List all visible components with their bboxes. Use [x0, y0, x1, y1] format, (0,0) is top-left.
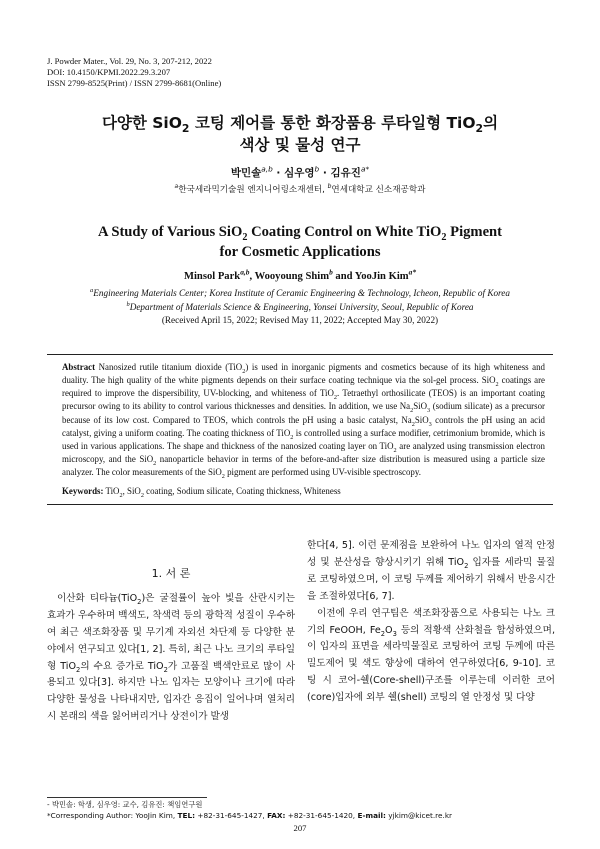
korean-authors: 박민솔$^{a,b}$ · 심우영$^b$ · 김유진$^{a*}$	[230, 164, 370, 179]
english-title-line1: A Study of Various SiO$_2$ Coating Control on White TiO$_2$ Pigment	[97, 224, 503, 243]
footnotes	[47, 800, 452, 821]
journal-header	[47, 56, 221, 89]
korean-title	[0, 112, 600, 156]
footnote-divider	[47, 797, 207, 798]
journal-doi: DOI: 10.4150/KPMI.2022.29.3.207	[47, 67, 171, 77]
received-dates: (Received April 15, 2022; Revised May 11, 2022; Accepted May 30, 2022)	[161, 315, 439, 325]
journal-issn: ISSN 2799-8525(Print) / ISSN 2799-8681(Online)	[47, 78, 222, 88]
english-title-line2: for Cosmetic Applications	[219, 244, 381, 260]
email-link[interactable]: yjkim@kicet.re.kr	[385, 810, 453, 820]
page-number: 207	[293, 823, 307, 833]
keywords: Keywords: TiO$_2$, SiO$_2$ coating, Sodium silicate, Coating thickness, Whiteness	[62, 486, 341, 500]
korean-title-line2: 색상 및 물성 연구	[239, 136, 361, 154]
korean-title-line1: 다양한 SiO$_2$ 코팅 제어를 통한 화장품용 루타일형 TiO$_2$의	[101, 114, 499, 136]
section-heading-introduction: 1. 서 론	[151, 567, 191, 580]
intro-paragraph-1: 이산화 티타늄(TiO$_2$)은 굴절률이 높아 빛을 산란시키는 효과가 우수하며 백색도, 착색력 등의 광학적 성질이 우수하여 최근 색조화장품 및 무기계 자외선 차단제 등 다양한 분야에서 연구되고 있다[1, 2]. 특히, 최근 나노 크기의 루타일형 TiO$_2$의 수요 증가로 TiO$_2$가 고품질 백색안료로 많이 사용되고 있다[3]. 하지만 나노 입자는 모양이나 크기에 따라 다양한 물성을 나타내지만, 입자간 응집이 일어나며 열처리시 본래의 색을 잃어버리거나 상전이가 발생	[47, 592, 295, 723]
affiliation-b: $^b$Department of Materials Science & Engineering, Yonsei University, Seoul, Republic of Korea	[126, 300, 474, 312]
english-authors: Minsol Park$^{a,b}$, Wooyoung Shim$^b$ and YooJin Kim$^{a*}$	[183, 267, 417, 282]
abstract-box	[47, 354, 553, 505]
affiliation-a: $^a$Engineering Materials Center; Korea Institute of Ceramic Engineering & Technology, Icheon, Republic of Korea	[90, 286, 510, 298]
corresponding-author-footnote: *Corresponding Author: YooJin Kim, TEL: +82-31-645-1427, FAX: +82-31-645-1420, E-mail: yjkim@kicet.re.kr	[47, 810, 453, 820]
right-column	[307, 538, 555, 707]
english-affiliations	[0, 287, 600, 328]
intro-paragraph-1-cont: 한다[4, 5]. 이런 문제점을 보완하여 나노 입자의 열적 안정성 및 분산성을 향상시키기 위해 TiO$_2$ 입자를 세라믹 물질로 코팅하였으며, 이 코팅 두께를 제어하기 위해서 반응시간을 조절하였다[6, 7].	[307, 540, 555, 602]
korean-affiliations: $^a$한국세라믹기술원 엔지니어링소재센터, $^b$연세대학교 신소재공학과	[174, 183, 426, 195]
left-column	[47, 566, 295, 726]
journal-citation: J. Powder Mater., Vol. 29, No. 3, 207-212, 2022	[47, 56, 212, 66]
intro-paragraph-2: 이전에 우리 연구팀은 색조화장품으로 사용되는 나노 크기의 FeOOH, $Fe_2O_3$ 등의 적황색 산화철을 합성하였으며, 이 입자의 표면을 세라믹물질로 코팅하여 코팅 두께에 따른 밀도제어 및 색도 향상에 대하여 연구하였다[6, 9-10]. 코팅 시 코어-쉘(Core-shell)구조를 이루는데 이러한 코어(core)입자에 외부 쉘(shell) 코팅의 열 안정성 및 다양	[307, 607, 555, 704]
english-title	[0, 222, 600, 262]
author-roles-footnote: - 박민솔: 학생, 심우영: 교수, 김유진: 책임연구원	[47, 800, 203, 809]
abstract-text: Abstract Nanosized rutile titanium dioxide (TiO$_2$) is used in inorganic pigments and cosmetics because of its high whiteness and duality. The high quality of the white pigments depends on their surface coating technique via the sol-gel process. SiO$_2$ coatings are required to improve the dispersibility, UV-blocking, and whiteness of TiO$_2$. Tetraethyl orthosilicate (TEOS) is an important coating precursor owing to its ability to control various thicknesses and densities. In addition, we use $Na_2SiO_3$ (sodium silicate) as a precursor because of its low cost. Compared to TEOS, which controls the pH using a basic catalyst, $Na_2SiO_3$ controls the pH using an acid catalyst, giving a uniform coating. The coating thickness of TiO$_2$ is controlled using a surface modifier, cetrimonium bromide, which is used in various applications. The shape and thickness of the nanosized coating layer on TiO$_2$ are analyzed using transmission electron microscopy, and the SiO$_2$ nanoparticle behavior in terms of the before-and-after size distribution is measured using a particle size analyzer. The color measurements of the SiO$_2$ pigment are performed using UV-visible spectroscopy.	[62, 362, 545, 481]
